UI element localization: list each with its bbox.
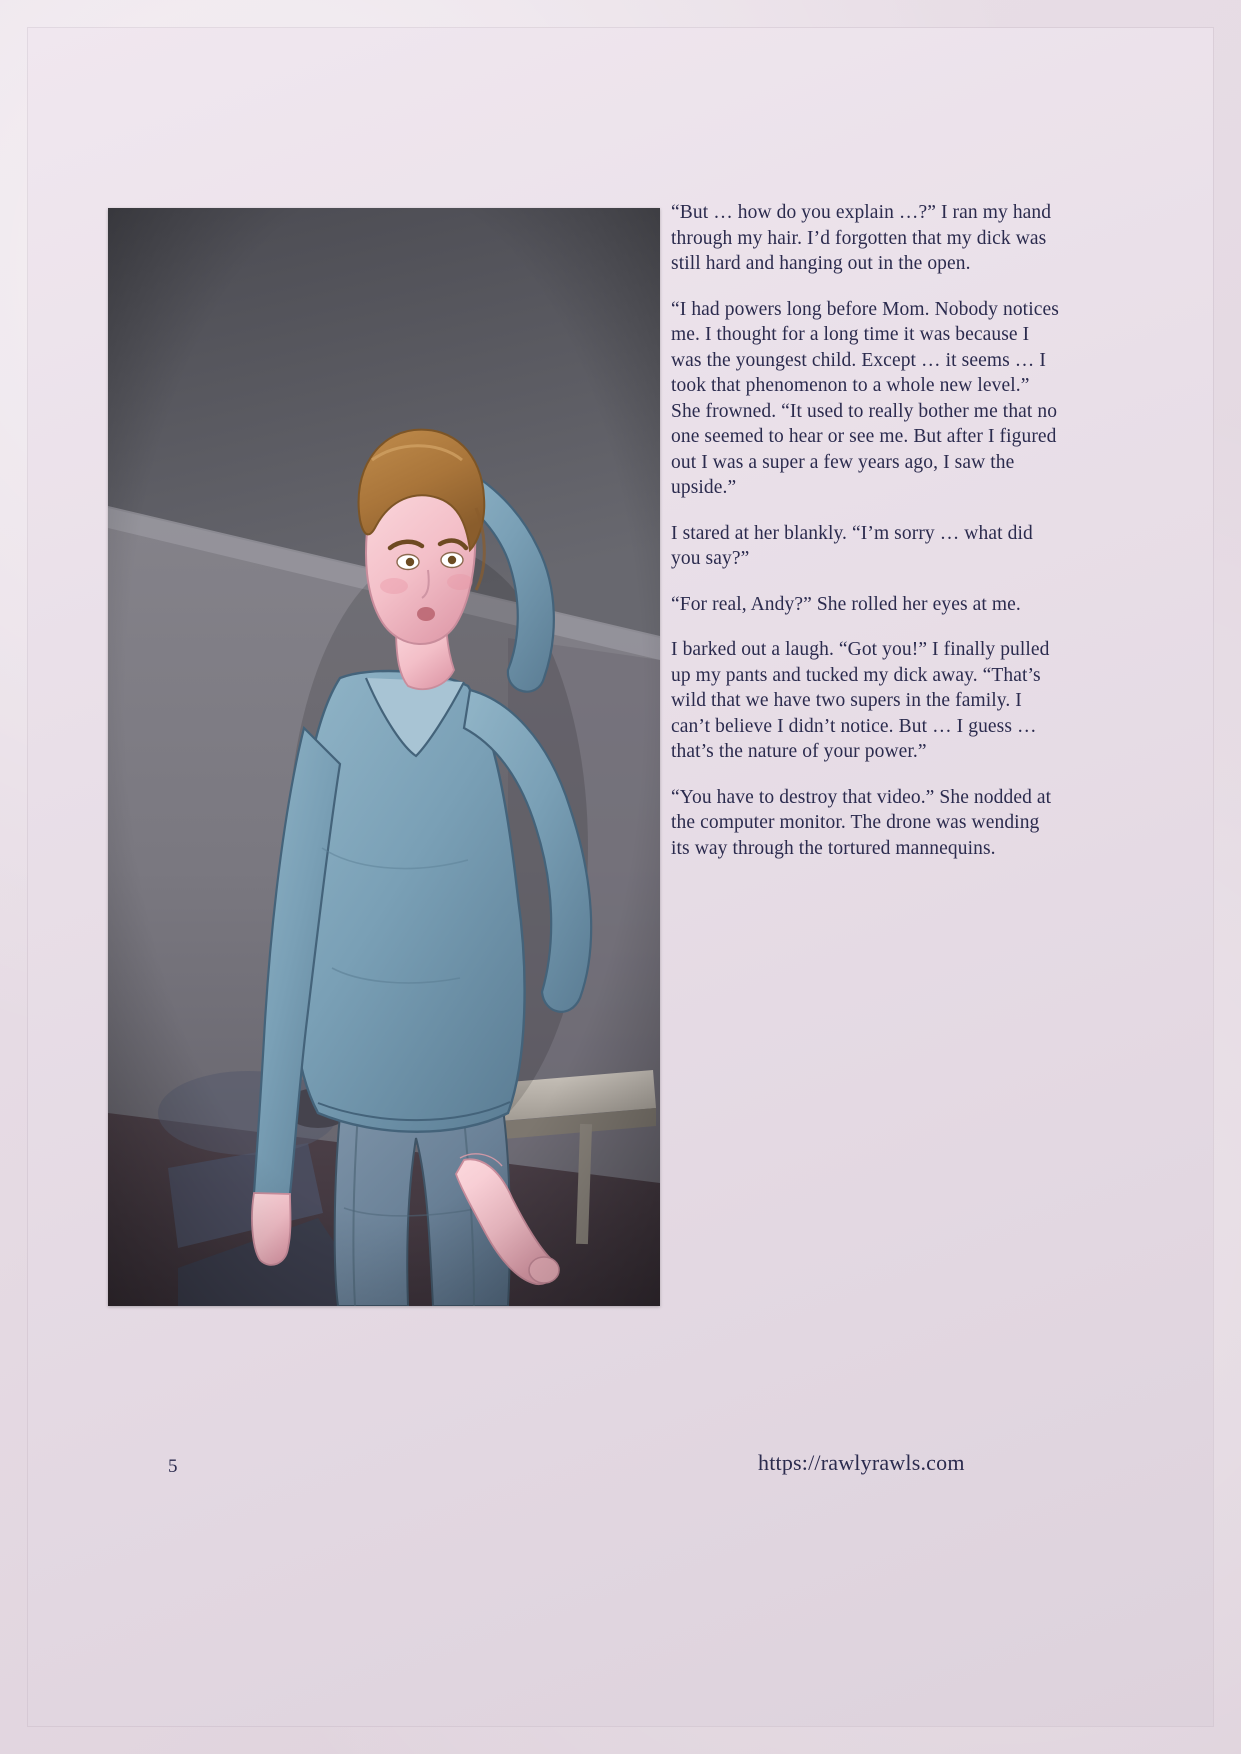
paragraph: “But … how do you explain …?” I ran my hand through my hair. I’d forgotten that my dick was still hard and hanging out in the open. [671, 202, 1052, 274]
story-text-column [671, 200, 1059, 881]
paragraph: “For real, Andy?” She rolled her eyes at me. [671, 593, 1021, 615]
site-url: https://rawlyrawls.com [758, 1450, 965, 1475]
page-canvas [28, 28, 1213, 1726]
paragraph: I barked out a laugh. “Got you!” I finally pulled up my pants and tucked my dick away. “That’s wild that we have two supers in the family. I can’t believe I didn’t notice. But … I guess … that’s the nature of your power.” [671, 639, 1050, 762]
paragraph: “You have to destroy that video.” She nodded at the computer monitor. The drone was wending its way through the tortured mannequins. [671, 786, 1052, 859]
paragraph: I stared at her blankly. “I’m sorry … what did you say?” [671, 522, 1033, 569]
illustration-artwork [108, 208, 660, 1306]
page-number: 5 [168, 1456, 178, 1477]
comic-illustration-standing-figure [108, 208, 660, 1306]
paragraph: “I had powers long before Mom. Nobody notices me. I thought for a long time it was because I was the youngest child. Except … it seems … I took that phenomenon to a whole new level.” She frowned. “It used to really bother me that no one seemed to hear or see me. But after I figured out I was a super a few years ago, I saw the upside.” [671, 298, 1059, 498]
